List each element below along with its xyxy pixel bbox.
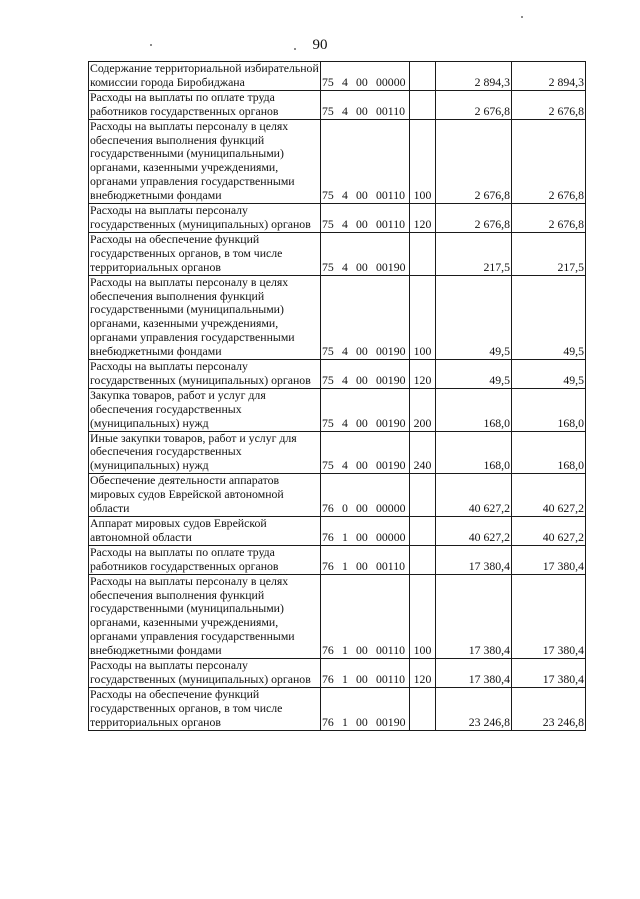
row-amount-2: 23 246,8	[512, 687, 586, 730]
row-amount-1: 168,0	[436, 388, 512, 431]
row-expense-type: 120	[410, 659, 436, 688]
row-code-part: 4	[342, 372, 348, 387]
row-code-part: 0	[342, 501, 348, 516]
row-expense-type	[410, 62, 436, 91]
row-amount-1: 40 627,2	[436, 474, 512, 517]
row-expense-type	[410, 90, 436, 119]
row-code-part: 75	[322, 103, 334, 118]
row-code-part: 00110	[376, 643, 406, 658]
table-row	[89, 517, 586, 546]
row-code-part: 76	[322, 501, 334, 516]
table-row	[89, 388, 586, 431]
row-amount-1: 40 627,2	[436, 517, 512, 546]
row-code-part: 75	[322, 415, 334, 430]
row-amount-1: 168,0	[436, 431, 512, 474]
row-code-part: 4	[342, 344, 348, 359]
row-expense-type	[410, 517, 436, 546]
row-code-part: 75	[322, 372, 334, 387]
row-amount-2: 17 380,4	[512, 545, 586, 574]
row-amount-2: 49,5	[512, 360, 586, 389]
row-amount-2: 17 380,4	[512, 659, 586, 688]
row-code-part: 75	[322, 188, 334, 203]
table-row	[89, 62, 586, 91]
row-code-part: 00	[356, 259, 368, 274]
row-expense-type	[410, 232, 436, 275]
row-code-part: 76	[322, 643, 334, 658]
row-amount-1: 17 380,4	[436, 574, 512, 658]
row-code	[321, 360, 410, 389]
row-amount-2: 49,5	[512, 275, 586, 359]
row-code-part: 00000	[376, 74, 406, 89]
row-code-part: 00110	[376, 558, 406, 573]
row-name: Расходы на выплаты персоналу государственных (муниципальных) органов	[89, 360, 321, 389]
row-amount-1: 49,5	[436, 275, 512, 359]
row-code	[321, 204, 410, 233]
row-amount-2: 17 380,4	[512, 574, 586, 658]
budget-table-body	[89, 62, 586, 731]
row-name: Расходы на обеспечение функций государственных органов, в том числе территориальных органов	[89, 687, 321, 730]
table-row	[89, 574, 586, 658]
row-name: Расходы на выплаты по оплате труда работников государственных органов	[89, 90, 321, 119]
row-code-part: 00000	[376, 529, 406, 544]
row-code-part: 00	[356, 74, 368, 89]
row-amount-2: 168,0	[512, 388, 586, 431]
scan-speck	[294, 48, 296, 50]
row-code-part: 00110	[376, 103, 406, 118]
row-amount-1: 217,5	[436, 232, 512, 275]
row-name: Расходы на выплаты персоналу в целях обеспечения выполнения функций государственными (муниципальными) органами, казенными учреждениями, органами управления государственными внебюджетными фондами	[89, 574, 321, 658]
row-code-part: 00190	[376, 259, 406, 274]
row-code-part: 75	[322, 74, 334, 89]
row-amount-1: 17 380,4	[436, 545, 512, 574]
row-name: Закупка товаров, работ и услуг для обеспечения государственных (муниципальных) нужд	[89, 388, 321, 431]
row-code-part: 1	[342, 671, 348, 686]
row-expense-type: 100	[410, 574, 436, 658]
row-name: Расходы на обеспечение функций государственных органов, в том числе территориальных органов	[89, 232, 321, 275]
row-code-part: 00190	[376, 714, 406, 729]
row-code-part: 00	[356, 344, 368, 359]
table-row	[89, 659, 586, 688]
row-amount-2: 2 676,8	[512, 90, 586, 119]
row-name: Содержание территориальной избирательной комиссии города Биробиджана	[90, 61, 319, 89]
row-name: Расходы на выплаты персоналу государственных (муниципальных) органов	[89, 204, 321, 233]
row-code-part: 76	[322, 714, 334, 729]
row-code-part: 76	[322, 671, 334, 686]
row-code-part: 4	[342, 458, 348, 473]
row-code	[321, 431, 410, 474]
row-code-part: 76	[322, 558, 334, 573]
row-expense-type: 240	[410, 431, 436, 474]
row-code-part: 1	[342, 714, 348, 729]
row-name: Расходы на выплаты персоналу государственных (муниципальных) органов	[89, 659, 321, 688]
row-code-part: 00	[356, 216, 368, 231]
row-code-part: 00	[356, 714, 368, 729]
row-code-part: 75	[322, 216, 334, 231]
budget-table	[88, 61, 586, 731]
row-amount-1: 49,5	[436, 360, 512, 389]
row-code-part: 00190	[376, 344, 406, 359]
row-expense-type	[410, 687, 436, 730]
table-row	[89, 687, 586, 730]
table-row	[89, 545, 586, 574]
row-amount-2: 40 627,2	[512, 517, 586, 546]
row-amount-1: 2 676,8	[436, 204, 512, 233]
page-number: 90	[312, 37, 328, 53]
row-code-part: 00	[356, 529, 368, 544]
row-code-part: 00	[356, 103, 368, 118]
row-expense-type	[410, 545, 436, 574]
row-expense-type: 120	[410, 360, 436, 389]
row-code-part: 00	[356, 372, 368, 387]
row-expense-type: 100	[410, 275, 436, 359]
row-expense-type: 120	[410, 204, 436, 233]
row-code-part: 00	[356, 458, 368, 473]
row-amount-1: 2 676,8	[436, 119, 512, 203]
row-code-part: 00	[356, 643, 368, 658]
row-code-part: 75	[322, 259, 334, 274]
row-code-part: 00110	[376, 671, 406, 686]
row-code-part: 75	[322, 458, 334, 473]
row-code-part: 00	[356, 501, 368, 516]
row-code-part: 4	[342, 188, 348, 203]
row-code-part: 00	[356, 415, 368, 430]
row-code	[321, 62, 410, 91]
row-code	[321, 90, 410, 119]
table-row	[89, 275, 586, 359]
row-code-part: 00	[356, 558, 368, 573]
row-code-part: 4	[342, 415, 348, 430]
row-name: Обеспечение деятельности аппаратов мировых судов Еврейской автономной области	[89, 474, 321, 517]
row-amount-1: 17 380,4	[436, 659, 512, 688]
table-row	[89, 474, 586, 517]
row-code	[321, 574, 410, 658]
row-amount-2: 40 627,2	[512, 474, 586, 517]
row-amount-2: 2 676,8	[512, 119, 586, 203]
row-expense-type: 200	[410, 388, 436, 431]
row-code-part: 1	[342, 558, 348, 573]
row-code-part: 00110	[376, 216, 406, 231]
row-code-part: 4	[342, 259, 348, 274]
row-name: Расходы на выплаты по оплате труда работников государственных органов	[89, 545, 321, 574]
table-row	[89, 431, 586, 474]
row-code-part: 4	[342, 74, 348, 89]
row-code-part: 00	[356, 671, 368, 686]
row-code-part: 00110	[376, 188, 406, 203]
row-code-part: 00190	[376, 458, 406, 473]
row-amount-2: 2 676,8	[512, 204, 586, 233]
row-name: Расходы на выплаты персоналу в целях обеспечения выполнения функций государственными (муниципальными) органами, казенными учреждениями, органами управления государственными внебюджетными фондами	[89, 275, 321, 359]
row-code	[321, 687, 410, 730]
row-amount-1: 2 894,3	[436, 62, 512, 91]
row-amount-2: 2 894,3	[512, 62, 586, 91]
table-row	[89, 119, 586, 203]
row-code-part: 75	[322, 344, 334, 359]
row-name: Расходы на выплаты персоналу в целях обеспечения выполнения функций государственными (муниципальными) органами, казенными учреждениями, органами управления государственными внебюджетными фондами	[89, 119, 321, 203]
row-name: Иные закупки товаров, работ и услуг для обеспечения государственных (муниципальных) нужд	[89, 431, 321, 474]
table-row	[89, 90, 586, 119]
row-code	[321, 659, 410, 688]
row-code-part: 1	[342, 529, 348, 544]
row-code-part: 00190	[376, 415, 406, 430]
table-row	[89, 232, 586, 275]
row-code-part: 00000	[376, 501, 406, 516]
row-amount-2: 217,5	[512, 232, 586, 275]
row-code	[321, 388, 410, 431]
row-code	[321, 545, 410, 574]
scan-speck	[150, 44, 152, 46]
row-code	[321, 119, 410, 203]
row-code-part: 00	[356, 188, 368, 203]
row-code-part: 1	[342, 643, 348, 658]
row-amount-1: 23 246,8	[436, 687, 512, 730]
table-row	[89, 204, 586, 233]
table-row	[89, 360, 586, 389]
row-name: Аппарат мировых судов Еврейской автономной области	[89, 517, 321, 546]
scan-speck	[521, 16, 523, 18]
row-code	[321, 474, 410, 517]
row-amount-2: 168,0	[512, 431, 586, 474]
row-expense-type	[410, 474, 436, 517]
row-expense-type: 100	[410, 119, 436, 203]
row-code-part: 76	[322, 529, 334, 544]
row-code	[321, 275, 410, 359]
row-code-part: 00190	[376, 372, 406, 387]
row-code-part: 4	[342, 216, 348, 231]
row-code	[321, 232, 410, 275]
row-code	[321, 517, 410, 546]
row-amount-1: 2 676,8	[436, 90, 512, 119]
row-code-part: 4	[342, 103, 348, 118]
